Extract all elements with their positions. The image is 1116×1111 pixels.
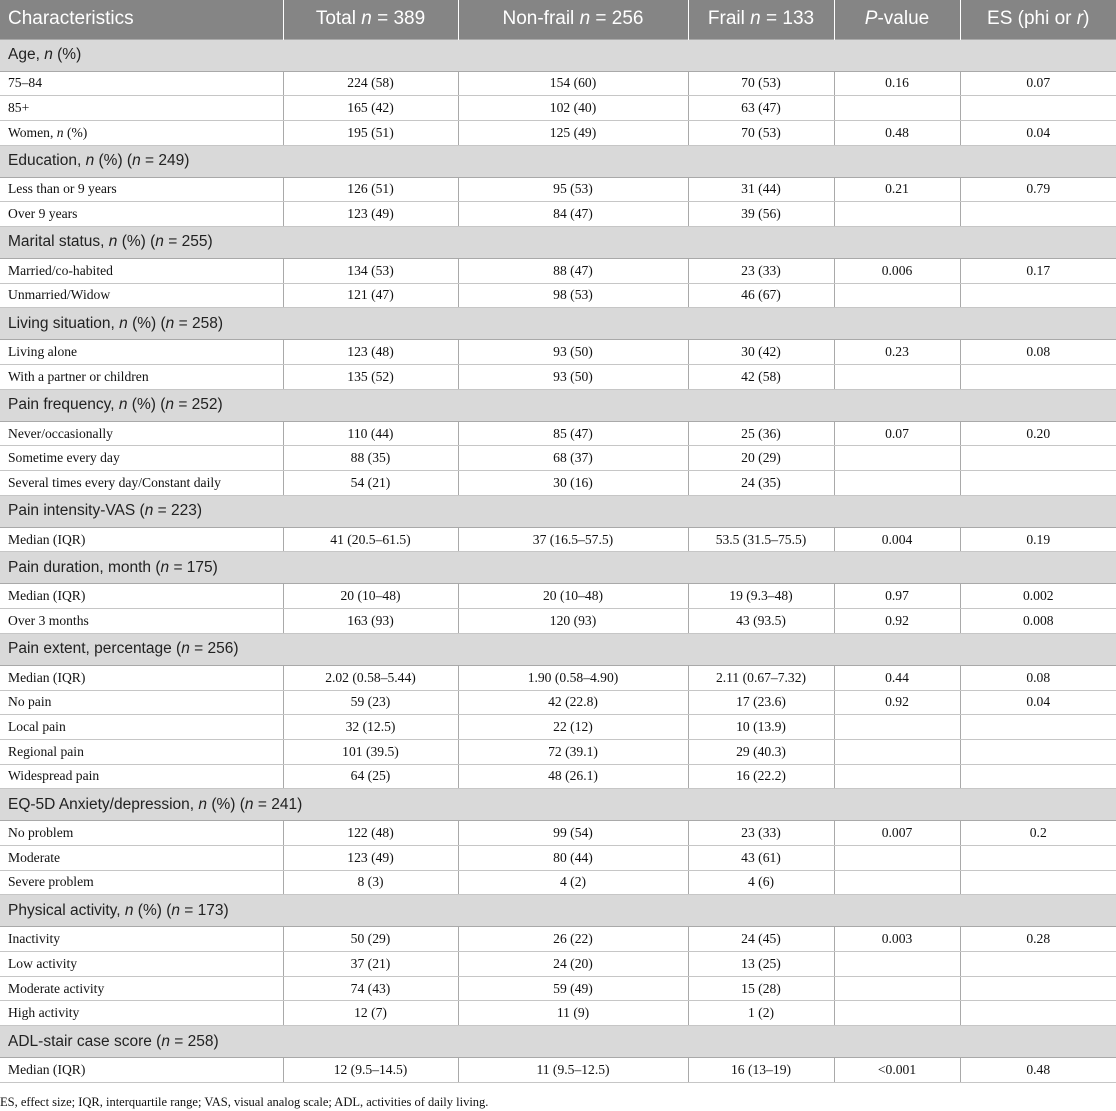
cell-non-frail: 154 (60)	[458, 71, 688, 96]
cell-characteristic: Living alone	[0, 340, 283, 365]
table-row	[0, 584, 1116, 609]
section-title: EQ-5D Anxiety/depression, n (%) (n = 241)	[0, 789, 1116, 821]
cell-p-value: 0.007	[834, 821, 960, 846]
cell-non-frail: 98 (53)	[458, 283, 688, 308]
cell-frail: 20 (29)	[688, 446, 834, 471]
cell-effect-size: 0.07	[960, 71, 1116, 96]
cell-effect-size	[960, 845, 1116, 870]
cell-p-value	[834, 870, 960, 895]
cell-effect-size: 0.79	[960, 177, 1116, 202]
cell-frail: 16 (13–19)	[688, 1058, 834, 1083]
section-row	[0, 145, 1116, 177]
cell-effect-size	[960, 283, 1116, 308]
cell-characteristic: Median (IQR)	[0, 665, 283, 690]
cell-effect-size: 0.2	[960, 821, 1116, 846]
section-row	[0, 1026, 1116, 1058]
section-row	[0, 552, 1116, 584]
cell-p-value: 0.92	[834, 690, 960, 715]
cell-p-value: 0.97	[834, 584, 960, 609]
cell-p-value: 0.21	[834, 177, 960, 202]
cell-non-frail: 102 (40)	[458, 96, 688, 121]
cell-p-value	[834, 283, 960, 308]
cell-p-value	[834, 446, 960, 471]
cell-effect-size: 0.08	[960, 665, 1116, 690]
section-title: Living situation, n (%) (n = 258)	[0, 308, 1116, 340]
cell-effect-size: 0.08	[960, 340, 1116, 365]
cell-non-frail: 120 (93)	[458, 609, 688, 634]
table-footnote: ES, effect size; IQR, interquartile range; VAS, visual analog scale; ADL, activities of daily living.	[0, 1094, 489, 1109]
cell-p-value	[834, 202, 960, 227]
table-row	[0, 527, 1116, 552]
cell-total: 122 (48)	[283, 821, 458, 846]
cell-effect-size: 0.28	[960, 927, 1116, 952]
table-row	[0, 1058, 1116, 1083]
cell-effect-size	[960, 96, 1116, 121]
cell-characteristic: Median (IQR)	[0, 1058, 283, 1083]
cell-effect-size	[960, 202, 1116, 227]
cell-p-value: <0.001	[834, 1058, 960, 1083]
cell-effect-size: 0.20	[960, 421, 1116, 446]
section-row	[0, 633, 1116, 665]
table-row	[0, 1001, 1116, 1026]
cell-non-frail: 1.90 (0.58–4.90)	[458, 665, 688, 690]
cell-characteristic: Over 9 years	[0, 202, 283, 227]
cell-p-value	[834, 739, 960, 764]
cell-effect-size	[960, 952, 1116, 977]
cell-total: 134 (53)	[283, 258, 458, 283]
cell-characteristic: Severe problem	[0, 870, 283, 895]
cell-effect-size	[960, 1001, 1116, 1026]
cell-effect-size	[960, 446, 1116, 471]
section-title: Marital status, n (%) (n = 255)	[0, 226, 1116, 258]
table-row	[0, 665, 1116, 690]
cell-p-value	[834, 715, 960, 740]
cell-non-frail: 59 (49)	[458, 976, 688, 1001]
cell-characteristic: High activity	[0, 1001, 283, 1026]
cell-effect-size	[960, 715, 1116, 740]
cell-total: 2.02 (0.58–5.44)	[283, 665, 458, 690]
cell-non-frail: 95 (53)	[458, 177, 688, 202]
table-row	[0, 952, 1116, 977]
cell-characteristic: Several times every day/Constant daily	[0, 471, 283, 496]
cell-non-frail: 93 (50)	[458, 365, 688, 390]
cell-frail: 70 (53)	[688, 120, 834, 145]
cell-total: 12 (7)	[283, 1001, 458, 1026]
cell-effect-size: 0.04	[960, 690, 1116, 715]
section-row	[0, 789, 1116, 821]
cell-total: 126 (51)	[283, 177, 458, 202]
cell-characteristic: Married/co-habited	[0, 258, 283, 283]
cell-non-frail: 85 (47)	[458, 421, 688, 446]
header-row	[0, 0, 1116, 39]
table-row	[0, 690, 1116, 715]
cell-characteristic: 85+	[0, 96, 283, 121]
cell-frail: 17 (23.6)	[688, 690, 834, 715]
cell-p-value	[834, 471, 960, 496]
table-row	[0, 177, 1116, 202]
cell-p-value	[834, 952, 960, 977]
cell-total: 224 (58)	[283, 71, 458, 96]
section-title: Pain intensity-VAS (n = 223)	[0, 495, 1116, 527]
header-effect-size: ES (phi or r)	[960, 0, 1116, 39]
cell-p-value: 0.003	[834, 927, 960, 952]
cell-non-frail: 30 (16)	[458, 471, 688, 496]
header-p-value: P-value	[834, 0, 960, 39]
cell-frail: 23 (33)	[688, 258, 834, 283]
cell-effect-size	[960, 870, 1116, 895]
cell-characteristic: Moderate activity	[0, 976, 283, 1001]
cell-p-value: 0.44	[834, 665, 960, 690]
cell-non-frail: 93 (50)	[458, 340, 688, 365]
header-total: Total n = 389	[283, 0, 458, 39]
section-row	[0, 495, 1116, 527]
cell-characteristic: Over 3 months	[0, 609, 283, 634]
cell-characteristic: No problem	[0, 821, 283, 846]
header-frail: Frail n = 133	[688, 0, 834, 39]
cell-frail: 23 (33)	[688, 821, 834, 846]
cell-p-value: 0.23	[834, 340, 960, 365]
cell-total: 123 (49)	[283, 845, 458, 870]
cell-total: 64 (25)	[283, 764, 458, 789]
cell-characteristic: 75–84	[0, 71, 283, 96]
cell-total: 54 (21)	[283, 471, 458, 496]
cell-effect-size	[960, 764, 1116, 789]
cell-frail: 43 (61)	[688, 845, 834, 870]
cell-frail: 1 (2)	[688, 1001, 834, 1026]
table-row	[0, 715, 1116, 740]
section-row	[0, 226, 1116, 258]
cell-total: 110 (44)	[283, 421, 458, 446]
cell-frail: 46 (67)	[688, 283, 834, 308]
table-row	[0, 927, 1116, 952]
table-row	[0, 609, 1116, 634]
header-characteristics: Characteristics	[0, 0, 283, 39]
cell-frail: 43 (93.5)	[688, 609, 834, 634]
cell-characteristic: Median (IQR)	[0, 527, 283, 552]
cell-characteristic: Less than or 9 years	[0, 177, 283, 202]
cell-p-value: 0.48	[834, 120, 960, 145]
table-row	[0, 96, 1116, 121]
cell-characteristic: Median (IQR)	[0, 584, 283, 609]
table-row	[0, 120, 1116, 145]
cell-total: 37 (21)	[283, 952, 458, 977]
cell-frail: 29 (40.3)	[688, 739, 834, 764]
cell-p-value	[834, 96, 960, 121]
cell-effect-size: 0.008	[960, 609, 1116, 634]
table-row	[0, 340, 1116, 365]
cell-frail: 53.5 (31.5–75.5)	[688, 527, 834, 552]
cell-total: 123 (48)	[283, 340, 458, 365]
cell-non-frail: 11 (9.5–12.5)	[458, 1058, 688, 1083]
cell-effect-size	[960, 739, 1116, 764]
cell-characteristic: Sometime every day	[0, 446, 283, 471]
table-row	[0, 258, 1116, 283]
cell-frail: 19 (9.3–48)	[688, 584, 834, 609]
section-row	[0, 39, 1116, 71]
cell-non-frail: 20 (10–48)	[458, 584, 688, 609]
cell-frail: 42 (58)	[688, 365, 834, 390]
cell-characteristic: Widespread pain	[0, 764, 283, 789]
cell-frail: 16 (22.2)	[688, 764, 834, 789]
section-title: ADL-stair case score (n = 258)	[0, 1026, 1116, 1058]
cell-characteristic: Never/occasionally	[0, 421, 283, 446]
cell-frail: 70 (53)	[688, 71, 834, 96]
cell-total: 74 (43)	[283, 976, 458, 1001]
cell-non-frail: 48 (26.1)	[458, 764, 688, 789]
cell-non-frail: 84 (47)	[458, 202, 688, 227]
section-title: Age, n (%)	[0, 39, 1116, 71]
cell-total: 32 (12.5)	[283, 715, 458, 740]
table-row	[0, 845, 1116, 870]
cell-p-value	[834, 1001, 960, 1026]
cell-effect-size: 0.19	[960, 527, 1116, 552]
cell-total: 165 (42)	[283, 96, 458, 121]
cell-non-frail: 88 (47)	[458, 258, 688, 283]
cell-frail: 2.11 (0.67–7.32)	[688, 665, 834, 690]
table-body	[0, 39, 1116, 1082]
cell-frail: 25 (36)	[688, 421, 834, 446]
cell-total: 8 (3)	[283, 870, 458, 895]
cell-total: 88 (35)	[283, 446, 458, 471]
cell-total: 20 (10–48)	[283, 584, 458, 609]
cell-non-frail: 26 (22)	[458, 927, 688, 952]
cell-characteristic: With a partner or children	[0, 365, 283, 390]
table-row	[0, 870, 1116, 895]
cell-frail: 13 (25)	[688, 952, 834, 977]
cell-p-value: 0.07	[834, 421, 960, 446]
cell-total: 195 (51)	[283, 120, 458, 145]
table-row	[0, 764, 1116, 789]
table-row	[0, 739, 1116, 764]
table-row	[0, 471, 1116, 496]
cell-effect-size: 0.002	[960, 584, 1116, 609]
cell-effect-size	[960, 471, 1116, 496]
cell-p-value	[834, 764, 960, 789]
cell-p-value	[834, 845, 960, 870]
cell-non-frail: 68 (37)	[458, 446, 688, 471]
section-title: Education, n (%) (n = 249)	[0, 145, 1116, 177]
cell-frail: 15 (28)	[688, 976, 834, 1001]
cell-frail: 31 (44)	[688, 177, 834, 202]
cell-frail: 24 (45)	[688, 927, 834, 952]
section-row	[0, 895, 1116, 927]
cell-p-value	[834, 976, 960, 1001]
cell-non-frail: 4 (2)	[458, 870, 688, 895]
section-title: Physical activity, n (%) (n = 173)	[0, 895, 1116, 927]
cell-frail: 4 (6)	[688, 870, 834, 895]
cell-frail: 10 (13.9)	[688, 715, 834, 740]
cell-p-value: 0.92	[834, 609, 960, 634]
cell-non-frail: 80 (44)	[458, 845, 688, 870]
cell-frail: 39 (56)	[688, 202, 834, 227]
cell-total: 123 (49)	[283, 202, 458, 227]
cell-effect-size	[960, 976, 1116, 1001]
cell-total: 12 (9.5–14.5)	[283, 1058, 458, 1083]
section-row	[0, 308, 1116, 340]
cell-non-frail: 125 (49)	[458, 120, 688, 145]
table-row	[0, 421, 1116, 446]
cell-frail: 30 (42)	[688, 340, 834, 365]
cell-characteristic: Inactivity	[0, 927, 283, 952]
table-row	[0, 821, 1116, 846]
cell-characteristic: Women, n (%)	[0, 120, 283, 145]
cell-p-value: 0.16	[834, 71, 960, 96]
cell-effect-size: 0.04	[960, 120, 1116, 145]
cell-p-value: 0.006	[834, 258, 960, 283]
cell-effect-size: 0.48	[960, 1058, 1116, 1083]
cell-p-value	[834, 365, 960, 390]
cell-total: 41 (20.5–61.5)	[283, 527, 458, 552]
cell-characteristic: No pain	[0, 690, 283, 715]
table-row	[0, 365, 1116, 390]
cell-characteristic: Moderate	[0, 845, 283, 870]
cell-frail: 63 (47)	[688, 96, 834, 121]
cell-total: 121 (47)	[283, 283, 458, 308]
cell-p-value: 0.004	[834, 527, 960, 552]
table-row	[0, 71, 1116, 96]
cell-total: 50 (29)	[283, 927, 458, 952]
cell-non-frail: 72 (39.1)	[458, 739, 688, 764]
cell-total: 135 (52)	[283, 365, 458, 390]
cell-non-frail: 11 (9)	[458, 1001, 688, 1026]
cell-non-frail: 22 (12)	[458, 715, 688, 740]
cell-frail: 24 (35)	[688, 471, 834, 496]
cell-non-frail: 42 (22.8)	[458, 690, 688, 715]
section-row	[0, 389, 1116, 421]
table-header	[0, 0, 1116, 39]
cell-characteristic: Regional pain	[0, 739, 283, 764]
cell-characteristic: Unmarried/Widow	[0, 283, 283, 308]
cell-effect-size	[960, 365, 1116, 390]
cell-effect-size: 0.17	[960, 258, 1116, 283]
table-row	[0, 446, 1116, 471]
section-title: Pain duration, month (n = 175)	[0, 552, 1116, 584]
cell-total: 101 (39.5)	[283, 739, 458, 764]
cell-characteristic: Local pain	[0, 715, 283, 740]
section-title: Pain extent, percentage (n = 256)	[0, 633, 1116, 665]
table-row	[0, 976, 1116, 1001]
table-row	[0, 202, 1116, 227]
cell-non-frail: 24 (20)	[458, 952, 688, 977]
cell-characteristic: Low activity	[0, 952, 283, 977]
cell-total: 163 (93)	[283, 609, 458, 634]
cell-non-frail: 37 (16.5–57.5)	[458, 527, 688, 552]
section-title: Pain frequency, n (%) (n = 252)	[0, 389, 1116, 421]
cell-non-frail: 99 (54)	[458, 821, 688, 846]
header-non-frail: Non-frail n = 256	[458, 0, 688, 39]
table-row	[0, 283, 1116, 308]
cell-total: 59 (23)	[283, 690, 458, 715]
